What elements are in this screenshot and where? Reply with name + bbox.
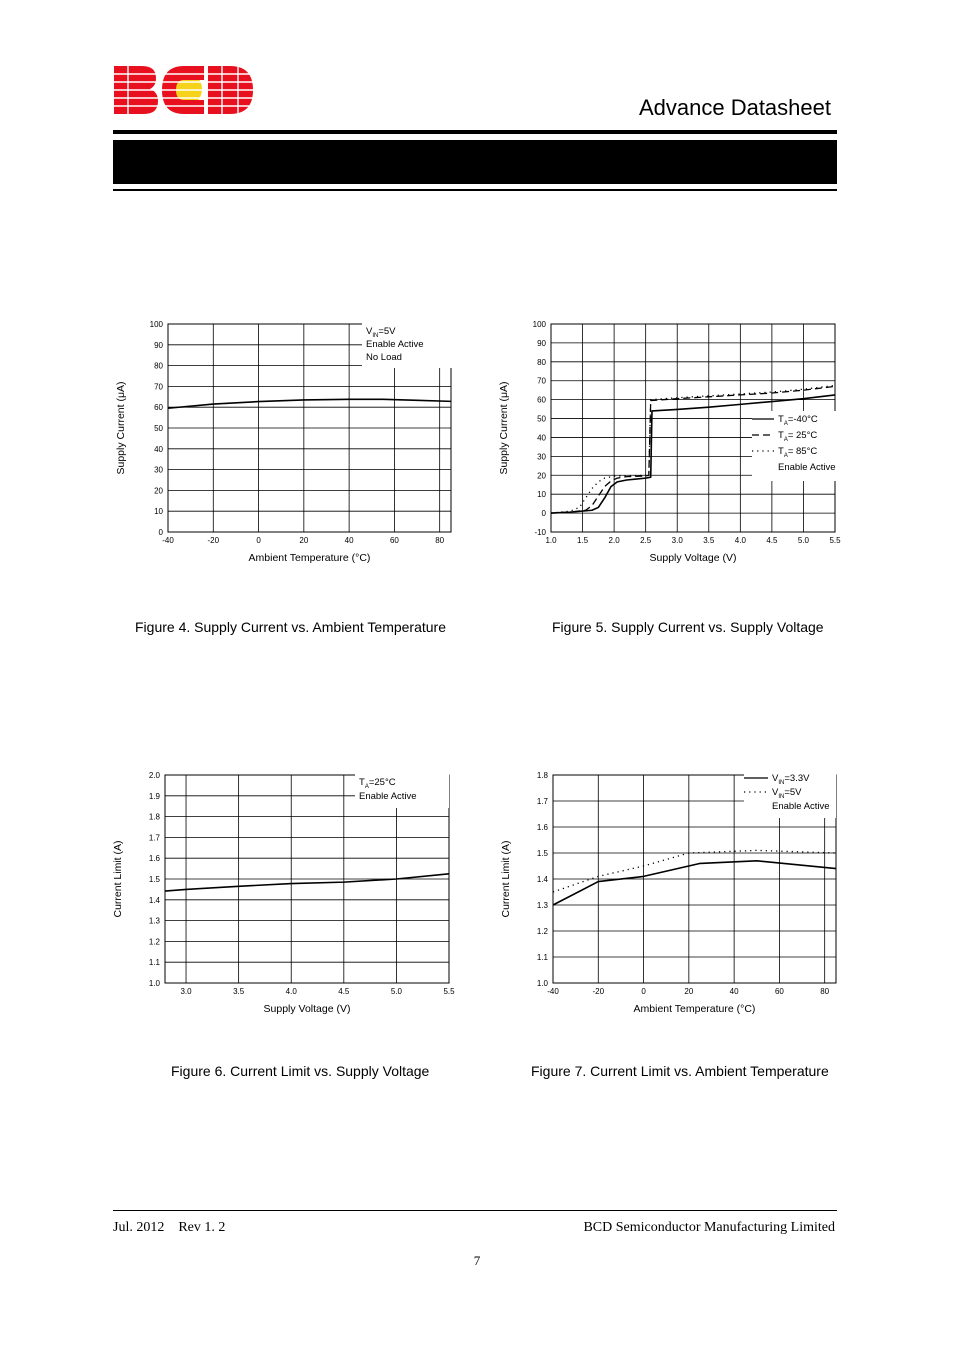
- x-tick-label: 5.5: [443, 987, 455, 996]
- y-tick-label: 1.2: [148, 937, 160, 947]
- legend-entry: $T_A= 25^\circ C$: [778, 430, 818, 443]
- y-tick-label: 50: [537, 414, 546, 424]
- y-tick-label: 2.0: [148, 771, 160, 780]
- x-tick-label: 60: [389, 536, 399, 545]
- y-tick-label: 60: [154, 403, 163, 413]
- y-tick-label: 1.1: [148, 958, 160, 968]
- y-tick-label: 20: [154, 486, 163, 496]
- y-tick-label: 1.3: [536, 901, 548, 910]
- y-tick-label: 50: [154, 424, 163, 433]
- x-tick-label: 0: [641, 987, 646, 996]
- y-tick-label: 0: [158, 528, 163, 537]
- x-tick-label: 3.5: [233, 987, 245, 996]
- caption-fig7: Figure 7. Current Limit vs. Ambient Temperature: [531, 1063, 829, 1079]
- bcd-logo: [112, 64, 255, 116]
- y-tick-label: 20: [537, 471, 546, 481]
- x-tick-label: -40: [547, 987, 559, 996]
- x-tick-label: 3.0: [180, 987, 192, 996]
- x-tick-label: 4.5: [766, 536, 778, 545]
- y-axis-label: Supply Current (μA): [115, 381, 127, 475]
- y-tick-label: 1.0: [148, 979, 160, 988]
- x-tick-label: 4.0: [734, 536, 746, 545]
- header-black-band: [113, 140, 837, 184]
- chart-fig5: [490, 310, 860, 580]
- y-tick-label: 1.0: [536, 979, 548, 988]
- chart-fig6: [100, 760, 480, 1030]
- caption-fig4: Figure 4. Supply Current vs. Ambient Temperature: [135, 619, 447, 635]
- x-tick-label: 3.0: [671, 536, 683, 545]
- legend-entry: $V_{IN}=5V$: [366, 326, 396, 339]
- series-line-1: [553, 850, 836, 892]
- y-tick-label: 1.5: [148, 875, 160, 884]
- footer-rule: [113, 1210, 837, 1211]
- legend-entry: No Load: [366, 352, 402, 363]
- y-tick-label: 70: [537, 376, 546, 386]
- header-rule: [113, 130, 837, 134]
- y-axis-label: Current Limit (A): [112, 840, 124, 918]
- footer-company: BCD Semiconductor Manufacturing Limited: [583, 1220, 835, 1235]
- x-tick-label: -40: [162, 536, 174, 545]
- caption-fig5: Figure 5. Supply Current vs. Supply Voltage: [552, 619, 824, 635]
- x-tick-label: 5.5: [829, 536, 841, 545]
- y-tick-label: 100: [149, 320, 163, 329]
- y-tick-label: 1.4: [148, 895, 160, 905]
- caption-fig6: Figure 6. Current Limit vs. Supply Voltage: [171, 1063, 430, 1079]
- y-tick-label: 1.7: [536, 797, 548, 806]
- footer-date-rev: Jul. 2012 Rev 1. 2: [113, 1220, 226, 1235]
- x-tick-label: 0: [256, 536, 261, 545]
- page-title: Advance Datasheet: [638, 95, 831, 120]
- y-tick-label: 40: [154, 444, 163, 454]
- legend-entry: Enable Active: [359, 791, 417, 802]
- header-rule-thin: [113, 189, 837, 191]
- y-tick-label: 0: [541, 509, 546, 519]
- x-tick-label: -20: [207, 536, 220, 545]
- y-tick-label: 10: [154, 507, 163, 517]
- y-tick-label: 90: [154, 340, 163, 350]
- y-tick-label: 1.5: [536, 849, 548, 858]
- x-tick-label: 1.5: [576, 536, 589, 545]
- y-axis-label: Supply Current (μA): [498, 381, 510, 475]
- y-tick-label: -10: [534, 528, 546, 537]
- x-tick-label: 4.5: [338, 987, 350, 996]
- legend-entry: $T_A=25^\circ C$: [359, 777, 396, 790]
- y-tick-label: 30: [154, 465, 163, 475]
- y-tick-label: 1.9: [148, 791, 160, 801]
- x-axis-label: Supply Voltage (V): [649, 552, 737, 564]
- x-tick-label: 40: [344, 536, 354, 545]
- x-tick-label: 80: [820, 987, 830, 996]
- x-tick-label: 2.5: [640, 536, 652, 545]
- y-tick-label: 90: [537, 338, 546, 348]
- x-axis-label: Supply Voltage (V): [263, 1003, 351, 1015]
- y-tick-label: 30: [537, 452, 546, 462]
- x-tick-label: 5.0: [390, 987, 402, 996]
- y-tick-label: 1.6: [148, 854, 160, 864]
- legend-entry: $V_{IN}=5V$: [772, 787, 802, 800]
- x-tick-label: 3.5: [703, 536, 715, 545]
- legend-entry: Enable Active: [772, 801, 830, 812]
- legend-entry: $T_A= 85^\circ C$: [778, 446, 818, 459]
- y-tick-label: 100: [532, 320, 546, 329]
- legend: [355, 774, 449, 808]
- series-line-0: [553, 861, 836, 905]
- y-tick-label: 1.6: [536, 823, 548, 832]
- y-tick-label: 1.8: [536, 771, 548, 780]
- chart-fig4: [100, 310, 480, 580]
- x-tick-label: 1.0: [545, 536, 557, 545]
- x-tick-label: 20: [299, 536, 309, 545]
- x-tick-label: 80: [435, 536, 445, 545]
- y-tick-label: 1.8: [148, 812, 160, 822]
- y-tick-label: 80: [537, 357, 546, 367]
- legend: [744, 770, 836, 818]
- x-axis-label: Ambient Temperature (°C): [248, 552, 371, 564]
- x-tick-label: 2.0: [608, 536, 620, 545]
- page-number: 7: [473, 1253, 481, 1268]
- x-axis-label: Ambient Temperature (°C): [633, 1003, 756, 1015]
- y-tick-label: 60: [537, 395, 546, 405]
- legend-entry: Enable Active: [366, 339, 424, 350]
- x-tick-label: 4.0: [285, 987, 297, 996]
- x-tick-label: -20: [592, 987, 605, 996]
- y-tick-label: 80: [154, 361, 163, 371]
- x-tick-label: 5.0: [797, 536, 810, 545]
- y-tick-label: 1.3: [148, 916, 160, 926]
- y-axis-label: Current Limit (A): [500, 840, 512, 918]
- x-tick-label: 40: [729, 987, 739, 996]
- legend-entry: $V_{IN}=3.3V$: [772, 773, 810, 786]
- y-tick-label: 1.1: [536, 953, 548, 962]
- legend-entry: Enable Active: [778, 462, 836, 473]
- y-tick-label: 10: [537, 490, 546, 500]
- y-tick-label: 1.4: [536, 875, 548, 884]
- x-tick-label: 60: [774, 987, 784, 996]
- legend: [362, 323, 452, 368]
- y-tick-label: 70: [154, 382, 163, 392]
- legend: [752, 411, 836, 481]
- x-tick-label: 20: [684, 987, 694, 996]
- series-line-0: [165, 874, 449, 891]
- y-tick-label: 40: [537, 433, 546, 443]
- y-tick-label: 1.7: [148, 833, 160, 843]
- y-tick-label: 1.2: [536, 927, 548, 936]
- chart-fig7: [490, 760, 860, 1030]
- legend-entry: $T_A=-40^\circ C$: [778, 414, 818, 427]
